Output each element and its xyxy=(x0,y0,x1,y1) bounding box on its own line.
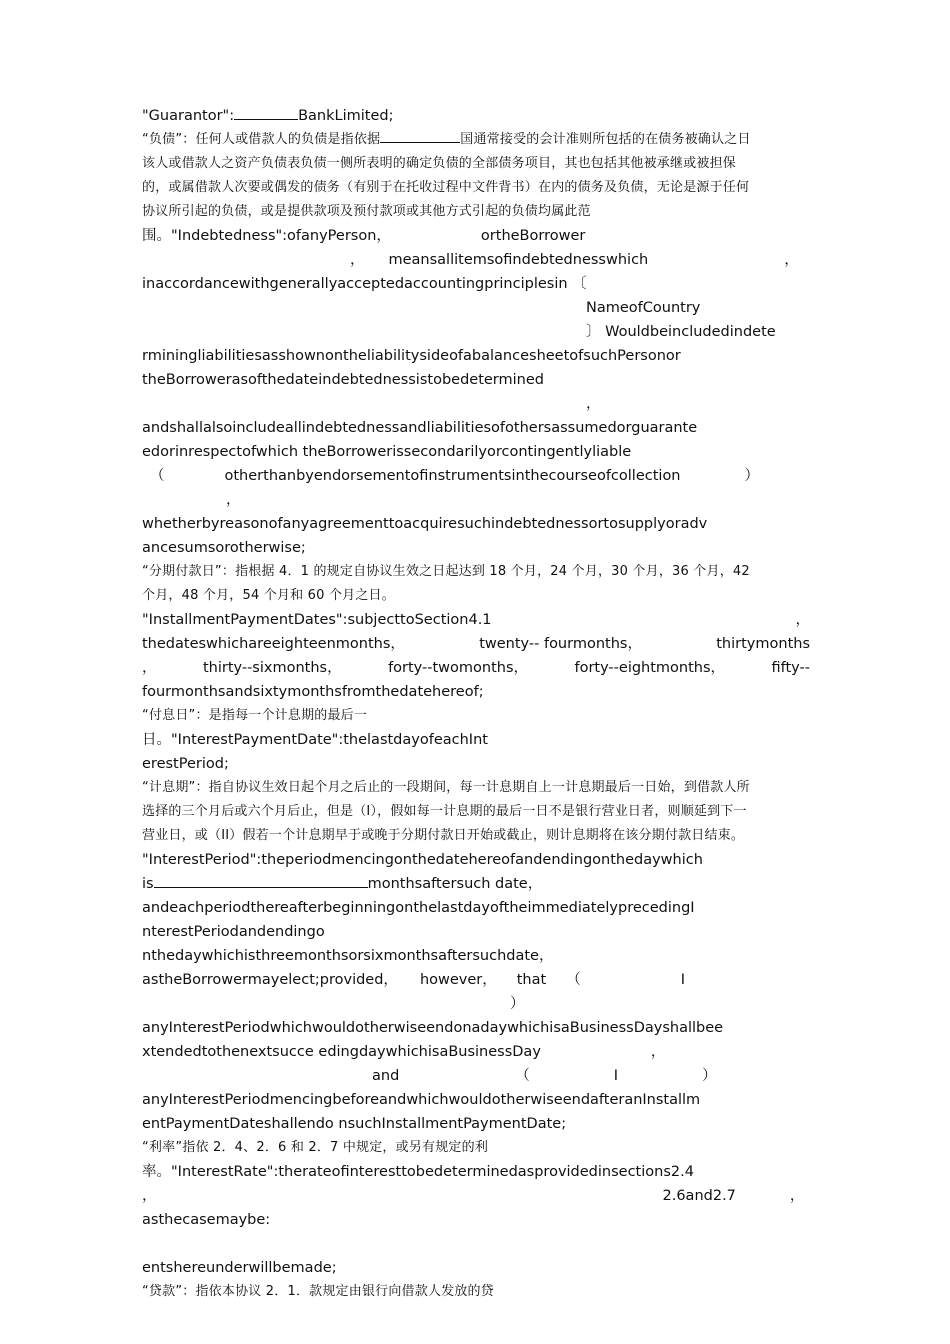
text-line: （ otherthanbyendorsementofinstrumentsinthecourseofcollection ） xyxy=(150,468,759,484)
blank-line xyxy=(234,105,298,120)
text-line: ， xyxy=(586,396,601,412)
blank-line xyxy=(380,128,460,143)
text-line: 日。"InterestPaymentDate":thelastdayofeachInt xyxy=(142,732,488,748)
blank-line xyxy=(154,873,368,888)
text-line: 个月，48 个月，54 个月和 60 个月之日。 xyxy=(142,588,395,603)
text-line: xtendedtothenextsucce edingdaywhichisaBusinessDay ， xyxy=(142,1044,666,1060)
text-line: ， thirty--sixmonths， forty--twomonths， forty--eightmonths， fifty-- xyxy=(142,660,810,676)
text-line: 率。"InterestRate":therateofinteresttobedeterminedasprovidedinsections2.4 xyxy=(142,1164,694,1180)
text-line: erestPeriod; xyxy=(142,756,229,772)
text-line: andshallalsoincludeallindebtednessandliabilitiesofothersassumedorguarante xyxy=(142,420,698,436)
text-line: nthedaywhichisthreemonthsorsixmonthsaftersuchdate， xyxy=(142,948,554,964)
text-line: NameofCountry xyxy=(586,300,701,316)
text-line: “负债”：任何人或借款人的负债是指依据 国通常接受的会计准则所包括的在债务被确认之日 xyxy=(142,128,810,152)
text-line: 协议所引起的负债，或是提供款项及预付款项或其他方式引起的负债均属此范 xyxy=(142,204,591,219)
text-line: inaccordancewithgenerallyacceptedaccountingprinciplesin 〔 xyxy=(142,276,587,292)
text-line: entPaymentDateshallendo nsuchInstallmentPaymentDate; xyxy=(142,1116,567,1132)
text-line: 该人或借款人之资产负债表负债一侧所表明的确定负债的全部债务项目，其也包括其他被承继或被担保 xyxy=(142,156,737,171)
text-line: rminingliabilitiesasshownontheliabilitysideofabalancesheetofsuchPersonor xyxy=(142,348,681,364)
text-line: 〕 Wouldbeincludedindete xyxy=(586,324,776,340)
text-line: theBorrowerasofthedateindebtednessistobedetermined xyxy=(142,372,544,388)
text-line: “付息日”：是指每一个计息期的最后一 xyxy=(142,708,368,723)
text-line: thedateswhichareeighteenmonths， twenty-- fourmonths， thirtymonths xyxy=(142,636,810,652)
text-line: ， 2.6and2.7 ， xyxy=(142,1188,805,1204)
text-line: 营业日，或（II）假若一个计息期早于或晚于分期付款日开始或截止，则计息期将在该分期付款日结束。 xyxy=(142,828,745,843)
guarantor-line: "Guarantor": BankLimited; xyxy=(142,104,810,128)
text-line: 的，或属借款人次要或偶发的债务（有别于在托收过程中文件背书）在内的债务及负债，无论是源于任何 xyxy=(142,180,750,195)
text-line: “分期付款日”：指根据 4．1 的规定自协议生效之日起达到 18 个月，24 个月，30 个月，36 个月，42 xyxy=(142,564,750,579)
text-line: ancesumsorotherwise; xyxy=(142,540,306,556)
text-line: is monthsaftersuch date， xyxy=(142,872,810,896)
text-line: ， meansallitemsofindebtednesswhich ， xyxy=(350,252,799,268)
text-line: ， xyxy=(226,492,241,508)
document-page xyxy=(142,104,810,1304)
text-line: astheBorrowermayelect;provided， however， that （ I xyxy=(142,972,685,988)
text-line: nterestPeriodandendingo xyxy=(142,924,325,940)
text-line: “利率”指依 2．4、2．6 和 2．7 中规定，或另有规定的利 xyxy=(142,1140,489,1155)
text-line: “计息期”：指自协议生效日起个月之后止的一段期间，每一计息期自上一计息期最后一日始，到借款人所 xyxy=(142,780,750,795)
text-line: ） xyxy=(510,996,525,1012)
text-line: andeachperiodthereafterbeginningonthelastdayoftheimmediatelyprecedingI xyxy=(142,900,695,916)
text-line: whetherbyreasonofanyagreementtoacquiresuchindebtednessortosupplyoradv xyxy=(142,516,708,532)
text-line: fourmonthsandsixtymonthsfromthedatehereof; xyxy=(142,684,484,700)
text-line: anyInterestPeriodmencingbeforeandwhichwouldotherwiseendafteranInstallm xyxy=(142,1092,701,1108)
text-line: "InterestPeriod":theperiodmencingonthedatehereofandendingonthedaywhich xyxy=(142,852,703,868)
text-line: 选择的三个月后或六个月后止，但是（I），假如每一计息期的最后一日不是银行营业日者，则顺延到下一 xyxy=(142,804,747,819)
text-line: entshereunderwillbemade; xyxy=(142,1260,337,1276)
text-line: 围。"Indebtedness":ofanyPerson， ortheBorrower xyxy=(142,228,586,244)
text-line: and （ I ） xyxy=(372,1068,717,1084)
text-line: anyInterestPeriodwhichwouldotherwiseendonadaywhichisaBusinessDayshallbee xyxy=(142,1020,724,1036)
text-line: edorinrespectofwhich theBorrowerissecondarilyorcontingentlyliable xyxy=(142,444,632,460)
text-line: “贷款”：指依本协议 2．1．款规定由银行向借款人发放的贷 xyxy=(142,1284,494,1299)
text-line: asthecasemaybe: xyxy=(142,1212,271,1228)
text-line: "InstallmentPaymentDates":subjecttoSection4.1 ， xyxy=(142,612,810,628)
